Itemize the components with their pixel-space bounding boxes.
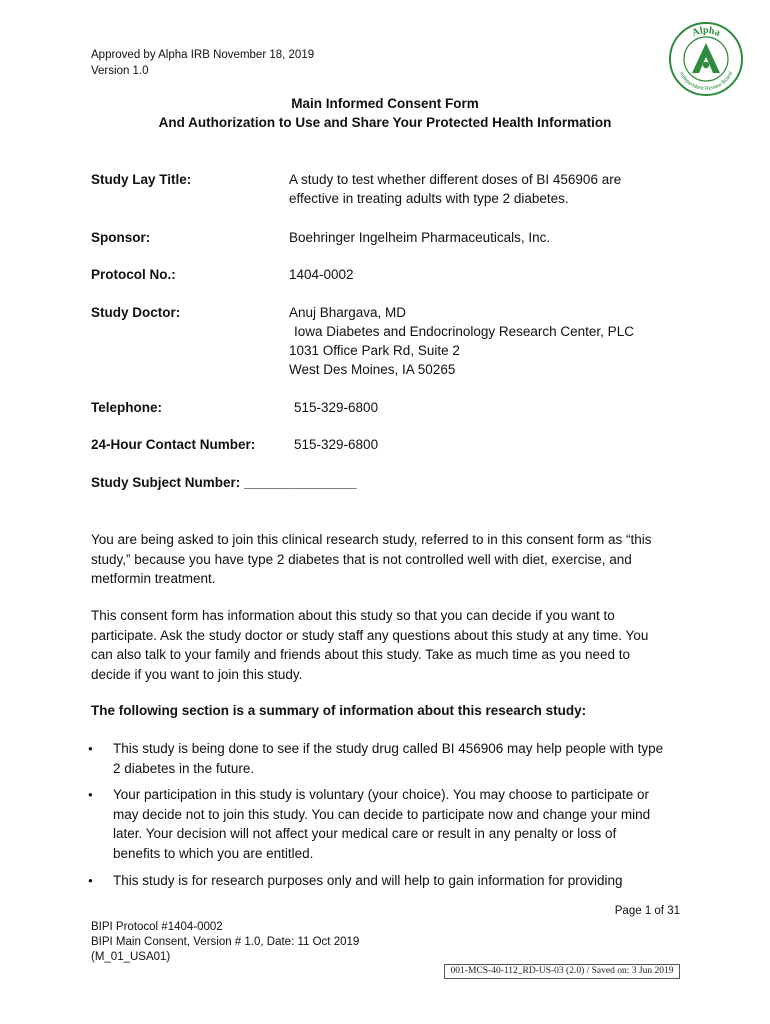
consent-info-line: can also talk to your family and friends about this study. Take as much time as you need to	[91, 647, 631, 662]
footer-consent-version: BIPI Main Consent, Version # 1.0, Date: 11 Oct 2019	[91, 936, 360, 948]
intro-line: You are being asked to join this clinical research study, referred to in this consent form as “this	[91, 532, 652, 547]
telephone-value: 515-329-6800	[294, 400, 379, 415]
bullet-icon: ●	[88, 790, 93, 799]
study-doctor-name: Anuj Bhargava, MD	[289, 305, 407, 320]
telephone-label: Telephone:	[91, 400, 163, 415]
study-doctor-label: Study Doctor:	[91, 305, 181, 320]
page-number: Page 1 of 31	[614, 905, 680, 917]
lay-title-value-line1: A study to test whether different doses of BI 456906 are	[289, 172, 622, 187]
protocol-value: 1404-0002	[289, 267, 354, 282]
version-line: Version 1.0	[91, 65, 149, 77]
sponsor-value: Boehringer Ingelheim Pharmaceuticals, Inc.	[289, 230, 551, 245]
lay-title-label: Study Lay Title:	[91, 172, 192, 187]
document-stamp: 001-MCS-40-112_RD-US-03 (2.0) / Saved on: 3 Jun 2019	[444, 964, 680, 979]
study-doctor-city: West Des Moines, IA 50265	[289, 362, 456, 377]
bullet-line: This study is for research purposes only and will help to gain information for providing	[113, 873, 623, 888]
bullet-text	[113, 871, 693, 891]
bullet-text	[113, 785, 693, 863]
bullet-line: may decide not to join this study. You can decide to participate now and change your mind	[113, 806, 651, 822]
intro-line: study,” because you have type 2 diabetes that is not controlled well with diet, exercise, and	[91, 551, 632, 567]
footer-document-code: (M_01_USA01)	[91, 951, 171, 963]
bullet-line: benefits to which you are entitled.	[113, 845, 314, 861]
consent-info-line: This consent form has information about this study so that you can decide if you want to	[91, 608, 615, 623]
consent-info-paragraph	[91, 606, 691, 684]
bullet-line: This study is being done to see if the study drug called BI 456906 may help people with type	[113, 741, 664, 756]
contact-24h-value: 515-329-6800	[294, 437, 379, 452]
svg-text:Alpha: Alpha	[690, 24, 722, 39]
bullet-line: 2 diabetes in the future.	[113, 760, 255, 776]
lay-title-value-line2: effective in treating adults with type 2 diabetes.	[289, 191, 569, 206]
protocol-label: Protocol No.:	[91, 267, 176, 282]
form-subtitle: And Authorization to Use and Share Your Protected Health Information	[158, 115, 612, 130]
bullet-icon: ●	[88, 744, 93, 753]
intro-line: metformin treatment.	[91, 571, 216, 586]
study-doctor-institution: Iowa Diabetes and Endocrinology Research Center, PLC	[294, 324, 634, 339]
consent-info-line: participate. Ask the study doctor or study staff any questions about this study at any time. You	[91, 627, 649, 643]
bullet-line: later. Your decision will not affect your medical care or result in any penalty or loss of	[113, 826, 617, 841]
summary-heading: The following section is a summary of information about this research study:	[91, 703, 587, 718]
form-title: Main Informed Consent Form	[291, 96, 479, 111]
contact-24h-label: 24-Hour Contact Number:	[91, 437, 256, 452]
bullet-line: Your participation in this study is voluntary (your choice). You may choose to participate or	[113, 787, 650, 802]
svg-text:Independent Review Board: Independent Review Board	[677, 71, 735, 93]
subject-number-line: Study Subject Number: _______________	[91, 475, 357, 490]
approval-line: Approved by Alpha IRB November 18, 2019	[91, 49, 315, 61]
alpha-irb-seal-icon	[668, 21, 744, 97]
consent-info-line: decide if you want to join this study.	[91, 666, 303, 682]
sponsor-label: Sponsor:	[91, 230, 151, 245]
bullet-icon: ●	[88, 876, 93, 885]
irb-seal	[668, 21, 744, 97]
intro-paragraph	[91, 530, 691, 589]
footer-protocol: BIPI Protocol #1404-0002	[91, 921, 223, 933]
study-doctor-street: 1031 Office Park Rd, Suite 2	[289, 343, 460, 358]
bullet-text	[113, 739, 693, 778]
